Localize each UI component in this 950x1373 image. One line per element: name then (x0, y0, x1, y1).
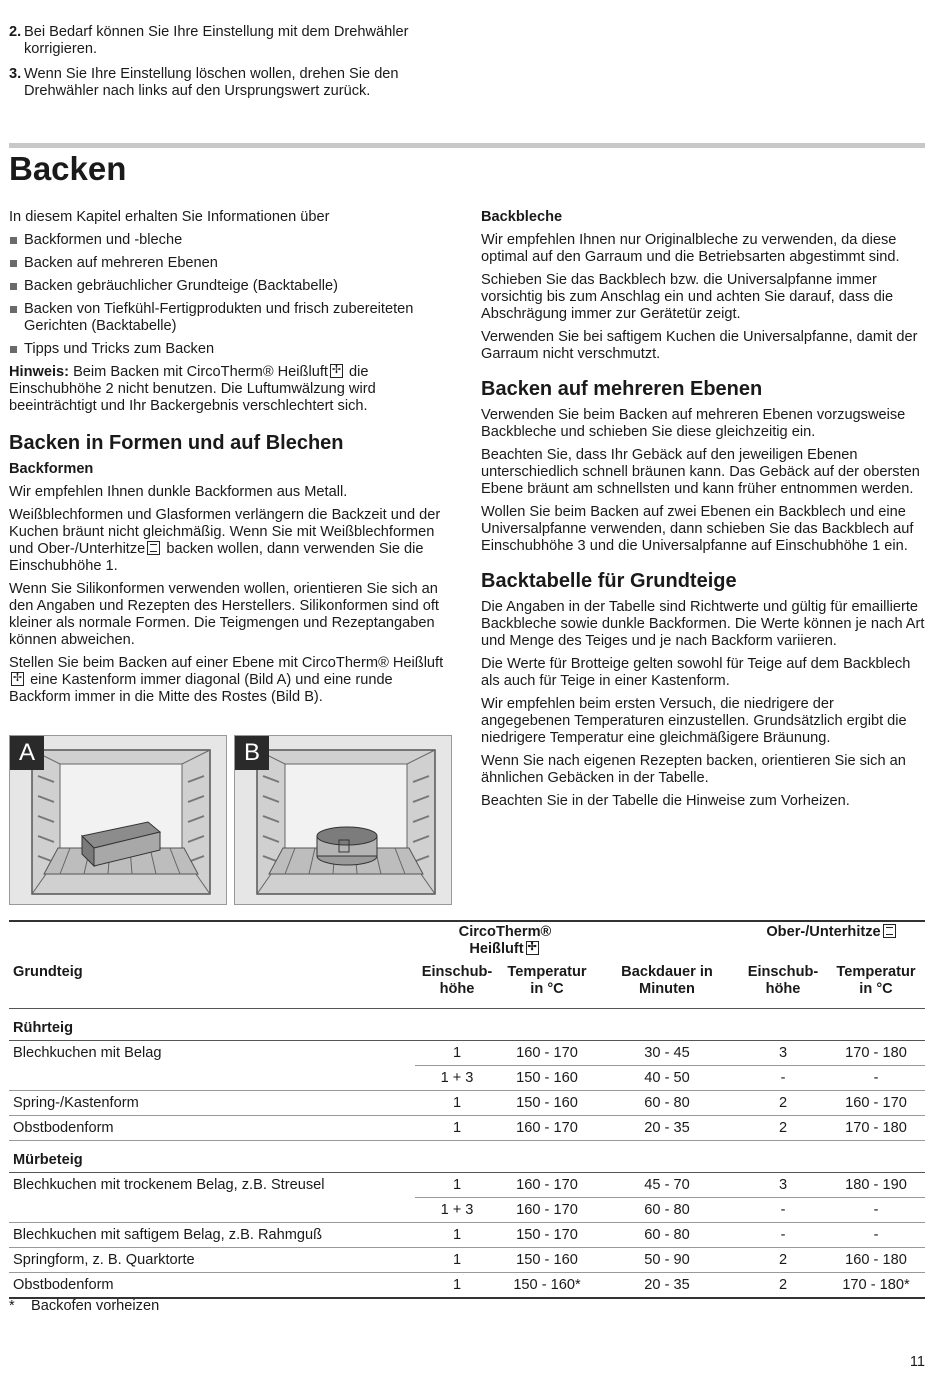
section-heading-formen: Backen in Formen und auf Blechen (9, 432, 344, 454)
paragraph: Die Werte für Brotteige gelten sowohl für Teige auf dem Backblech als auch für Teige in einer Kastenform. (481, 656, 911, 689)
figure-label: B (235, 736, 269, 770)
list-item: Backen gebräuchlicher Grundteige (Backtabelle) (9, 278, 455, 295)
paragraph: Beachten Sie, dass Ihr Gebäck auf den jeweiligen Ebenen unterschiedlich schnell bräunen kann. Das Gebäck auf der obersten Ebene bräunt am schnellsten und kann früher entnommen werden. (481, 447, 920, 497)
table-row: Spring-/Kastenform 1 150 - 160 60 - 80 2 160 - 170 (9, 1091, 925, 1116)
table-group-header (9, 920, 925, 958)
table-group-row: Rührteig (9, 1009, 925, 1041)
group-header-ober-unterhitze (739, 920, 925, 958)
footnote-mark: * (9, 1298, 15, 1314)
table-row: Springform, z. B. Quarktorte 1 150 - 160 50 - 90 2 160 - 180 (9, 1248, 925, 1273)
hint-paragraph (9, 364, 455, 415)
table-row: Blechkuchen mit saftigem Belag, z.B. Rahmguß 1 150 - 170 60 - 80 - - (9, 1223, 925, 1248)
table-row: Blechkuchen mit trockenem Belag, z.B. Streusel 1 160 - 170 45 - 70 3 180 - 190 (9, 1173, 925, 1198)
page-number: 11 (909, 1354, 925, 1370)
hint-text-a: Beim Backen mit CircoTherm® Heißluft (73, 364, 328, 380)
table-row: 1 + 3 150 - 160 40 - 50 - - (9, 1066, 925, 1091)
list-item: Backen auf mehreren Ebenen (9, 255, 455, 272)
paragraph: Die Angaben in der Tabelle sind Richtwerte und gültig für emaillierte Backbleche sowie dunkle Backformen. Die Werte können je nach Art und Menge des Teiges und je nach Backform variieren. (481, 599, 925, 649)
chapter-title: Backen (9, 150, 127, 187)
top-bottom-heat-icon (147, 541, 160, 555)
paragraph: Verwenden Sie bei saftigem Kuchen die Universalpfanne, damit der Garraum nicht verschmutzt. (481, 329, 918, 362)
section-heading-backtabelle: Backtabelle für Grundteige (481, 570, 737, 592)
col-header-temperatur: Temperatur in °C (827, 958, 925, 1009)
col-header-backdauer: Backdauer in Minuten (595, 958, 739, 1009)
table-row: Obstbodenform 1 160 - 170 20 - 35 2 170 - 180 (9, 1116, 925, 1141)
table-row: Blechkuchen mit Belag 1 160 - 170 30 - 45 3 170 - 180 (9, 1041, 925, 1066)
table-group-row: Mürbeteig (9, 1141, 925, 1173)
group-header-circotherm (415, 920, 595, 958)
step-number: 3. (9, 66, 22, 82)
col-header-grundteig: Grundteig (9, 958, 415, 1009)
paragraph (9, 655, 455, 706)
paragraph: Beachten Sie in der Tabelle die Hinweise zum Vorheizen. (481, 793, 850, 809)
step-number: 2. (9, 24, 22, 40)
paragraph: Wenn Sie Silikonformen verwenden wollen, orientieren Sie sich an den Angaben und Rezepten des Herstellers. Silikonformen sind oft kleiner als normale Formen. Die Teigmengen und Rezeptangaben können abweichen. (9, 581, 439, 648)
figure-b (234, 735, 452, 905)
paragraph (9, 507, 455, 575)
hint-label: Hinweis: (9, 364, 70, 380)
top-bottom-heat-icon (883, 924, 896, 938)
step-text: Bei Bedarf können Sie Ihre Einstellung mit dem Drehwähler korrigieren. (24, 24, 409, 57)
paragraph: Wir empfehlen Ihnen nur Originalbleche zu verwenden, da diese optimal auf den Garraum und die Betriebsarten abgestimmt sind. (481, 232, 900, 265)
subheading-backformen: Backformen (9, 461, 94, 477)
paragraph-part: backen wollen, dann verwenden Sie die Einschubhöhe 1. (9, 541, 424, 574)
paragraph: Wollen Sie beim Backen auf zwei Ebenen ein Backblech und eine Universalpfanne verwenden, dann schieben Sie das Backblech auf Einschubhöhe 3 und die Universalpfanne auf Einschubhöhe 1 ein. (481, 504, 914, 554)
figure-a (9, 735, 227, 905)
topic-list (9, 232, 455, 358)
table-row: 1 + 3 160 - 170 60 - 80 - - (9, 1198, 925, 1223)
col-header-einschub: Einschub- höhe (739, 958, 827, 1009)
paragraph: Wir empfehlen beim ersten Versuch, die niedrigere der angegebenen Temperaturen einzustellen. Grundsätzlich ergibt die niedrigere Temperatur eine gleichmäßigere Bräunung. (481, 696, 907, 746)
paragraph-part: eine Kastenform immer diagonal (Bild A) und eine runde Backform immer in die Mitte des Rostes (Bild B). (9, 672, 393, 705)
figure-label: A (10, 736, 44, 770)
hot-air-fan-icon (330, 364, 343, 378)
col-header-einschub: Einschub- höhe (415, 958, 499, 1009)
table-footnote (9, 1298, 159, 1315)
paragraph-part: Stellen Sie beim Backen auf einer Ebene mit CircoTherm® Heißluft (9, 655, 444, 671)
list-item: Backen von Tiefkühl-Fertigprodukten und frisch zubereiteten Gerichten (Backtabelle) (9, 301, 455, 335)
intro-text: In diesem Kapitel erhalten Sie Informationen über (9, 209, 330, 225)
group-header-text: Heißluft (469, 941, 524, 957)
group-header-text: CircoTherm® (458, 924, 552, 940)
hot-air-fan-icon (11, 672, 24, 686)
oven-figures (9, 735, 452, 905)
table-column-header (9, 958, 925, 1009)
left-column (9, 209, 455, 712)
right-column (481, 209, 925, 816)
baking-table (9, 920, 925, 1299)
table-row: Obstbodenform 1 150 - 160* 20 - 35 2 170 - 180* (9, 1273, 925, 1299)
section-heading-ebenen: Backen auf mehreren Ebenen (481, 378, 763, 400)
hot-air-fan-icon (526, 941, 539, 955)
paragraph: Schieben Sie das Backblech bzw. die Universalpfanne immer vorsichtig bis zum Anschlag ein und achten Sie darauf, dass die Abschrägung immer zur Gerätetür zeigt. (481, 272, 894, 322)
subheading-backbleche: Backbleche (481, 209, 563, 225)
paragraph: Wenn Sie nach eigenen Rezepten backen, orientieren Sie sich an ähnlichen Gebäcken in der Tabelle. (481, 753, 906, 786)
step-item (9, 24, 454, 58)
step-text: Wenn Sie Ihre Einstellung löschen wollen, drehen Sie den Drehwähler nach links auf den Ursprungswert zurück. (24, 66, 399, 99)
paragraph-part: Weißblechformen und Glasformen verlängern die Backzeit und der Kuchen bräunt nicht gleichmäßig. Wenn Sie mit Weißblechformen und Ober-/Unterhitze (9, 507, 441, 557)
footnote-text: Backofen vorheizen (31, 1298, 160, 1314)
step-item (9, 66, 454, 100)
hint-text-b: die Einschubhöhe 2 nicht benutzen. Die Luftumwälzung wird beeinträchtigt und Ihr Backergebnis verschlechtert sich. (9, 364, 376, 414)
steps-list (9, 24, 454, 108)
list-item: Backformen und -bleche (9, 232, 455, 249)
list-item: Tipps und Tricks zum Backen (9, 341, 455, 358)
group-header-text: Ober-/Unterhitze (766, 924, 881, 940)
paragraph: Verwenden Sie beim Backen auf mehreren Ebenen vorzugsweise Backbleche und schieben Sie diese gleichzeitig ein. (481, 407, 906, 440)
chapter-divider (9, 143, 925, 148)
paragraph: Wir empfehlen Ihnen dunkle Backformen aus Metall. (9, 484, 348, 500)
col-header-temperatur: Temperatur in °C (499, 958, 595, 1009)
